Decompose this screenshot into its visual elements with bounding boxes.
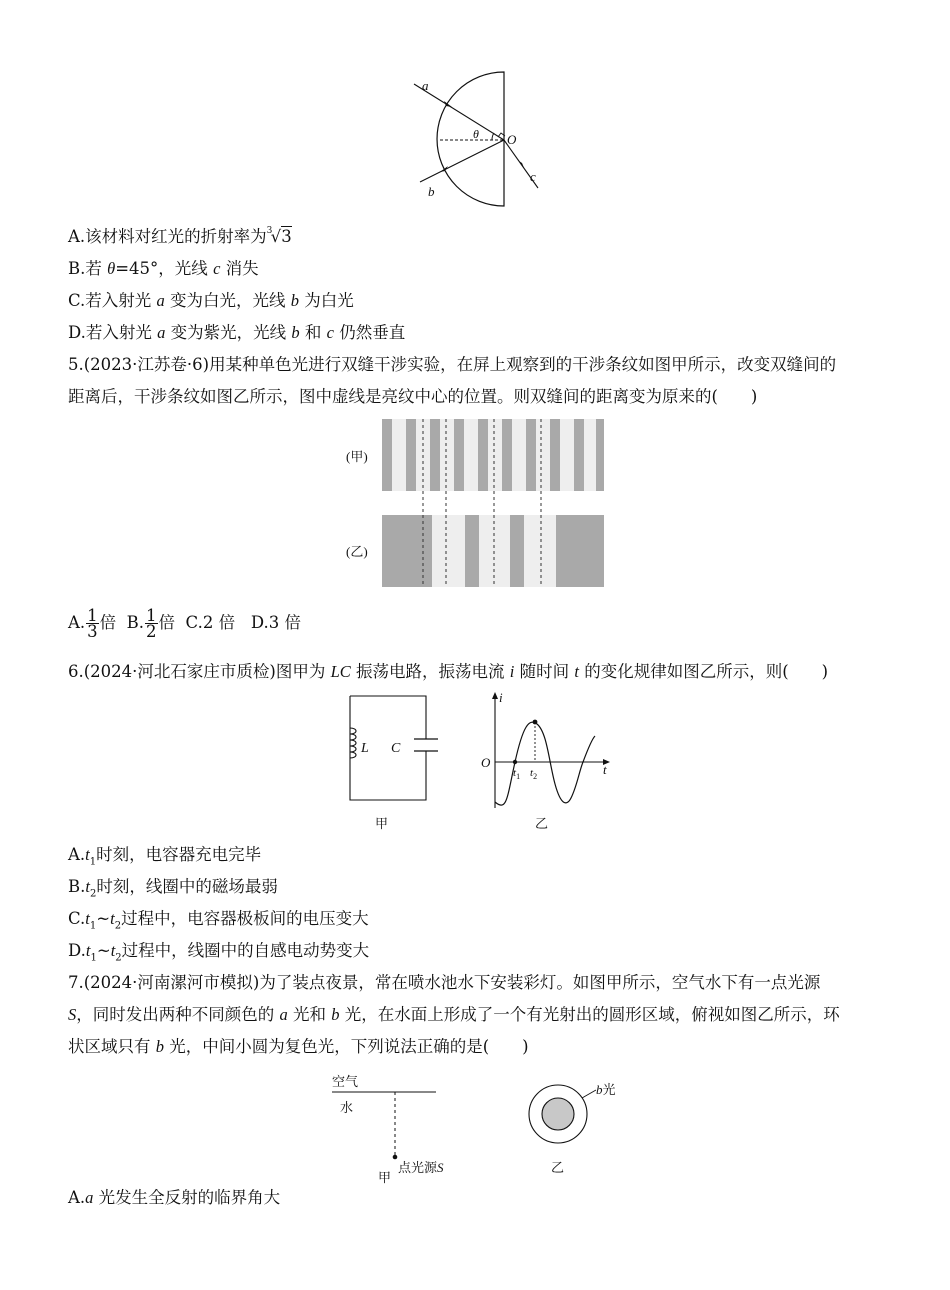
label-i: i [499,690,503,705]
label-b: b [428,184,435,199]
label-source: 点光源S [398,1160,444,1176]
q4-option-b: B.若 θ=45°，光线 c 消失 [68,259,259,278]
dark-fringe [502,419,512,491]
label-theta: θ [473,127,479,141]
dark-fringe [478,419,488,491]
inner-circle [542,1098,574,1130]
theta-arc [492,133,494,140]
q4-option-a: A.该材料对红光的折射率为 3 √3 [68,226,292,246]
water-surface-figure [328,1068,458,1185]
q6-option-b: $B.t_2$时刻，线圈中的磁场最弱 [68,877,278,900]
inductor-coil [350,728,356,758]
prism-figure [400,60,560,215]
dark-fringe [430,419,440,491]
fringe-label-yi: (乙) [346,544,368,559]
q6-stem: 6.(2024·河北石家庄市质检)图甲为 LC 振荡电路，振荡电流 i 随时间 t 的变化规律如图乙所示，则( ) [68,662,829,681]
label-O: O [507,132,517,147]
q6-option-c: $C.t_1\sim t_2$过程中，电容器极板间的电压变大 [68,909,369,932]
dark-fringe [406,419,416,491]
caption-jia: 甲 [378,1170,392,1185]
label-air: 空气 [332,1074,359,1089]
semicircle-outline [437,72,504,206]
q7-stem-line3: 状区域只有 b 光，中间小圆为复色光，下列说法正确的是( ) [68,1037,529,1056]
label-C: C [391,741,401,756]
label-t2: $t_2$ [530,767,538,781]
fringe-label-jia: (甲) [346,449,368,464]
q4-option-c: C.若入射光 a 变为白光，光线 b 为白光 [68,291,354,310]
dark-fringe [556,515,604,587]
caption-yi: 乙 [535,816,549,831]
q5-stem-line2: 距离后，干涉条纹如图乙所示，图中虚线是亮纹中心的位置。则双缝间的距离变为原来的( ) [68,387,758,406]
label-t: t [603,762,607,777]
dark-fringe [596,419,604,491]
point-t1 [513,760,517,764]
dark-fringe [382,515,432,587]
dark-fringe [574,419,584,491]
q5-options: A. $\frac{1}{3}$ 倍 B. $\frac{1}{2}$ 倍 C.2 倍 D.3 倍 [68,606,301,641]
dark-fringe [382,419,392,491]
label-L: L [361,741,369,756]
label-b-light: b光 [596,1082,616,1098]
q6-option-a: $A.t_1$时刻，电容器充电完毕 [68,845,262,868]
dark-fringe [465,515,479,587]
fraction-one-third: $\frac{1}{3}$ [87,606,98,641]
fraction-one-half: $\frac{1}{2}$ [146,606,157,641]
dark-fringe [454,419,464,491]
current-curve [495,722,595,805]
ray-b [420,140,504,182]
q7-stem-line2: S，同时发出两种不同颜色的 a 光和 b 光，在水面上形成了一个有光射出的圆形区域，俯视如图乙所示，环 [68,1005,840,1024]
dark-fringe [526,419,536,491]
label-O: O [481,755,491,770]
lc-circuit-figure [340,690,450,835]
label-a: a [422,78,429,93]
b-light-pointer [582,1090,596,1098]
point-source [393,1155,398,1160]
label-t1: $t_1$ [513,767,521,781]
cube-root: 3 √3 [266,226,292,246]
q7-stem-line1: 7.(2024·河南漯河市模拟)为了装点夜景，常在喷水池水下安装彩灯。如图甲所示，空气水下有一点光源 [68,973,821,992]
dark-fringe [510,515,524,587]
current-graph-figure [475,690,620,835]
label-c: c [530,169,536,184]
i-axis-arrow [492,692,498,699]
caption-jia: 甲 [375,816,389,831]
fringe-figure [340,415,610,595]
caption-yi: 乙 [551,1160,565,1175]
top-view-figure [520,1074,630,1178]
label-water: 水 [340,1100,354,1115]
q4-option-d: D.若入射光 a 变为紫光，光线 b 和 c 仍然垂直 [68,323,406,342]
q7-option-a: A.a 光发生全反射的临界角大 [68,1188,281,1207]
dark-fringe [550,419,560,491]
q6-option-d: $D.t_1\sim t_2$过程中，线圈中的自感电动势变大 [68,941,370,964]
q5-stem-line1: 5.(2023·江苏卷·6)用某种单色光进行双缝干涉实验，在屏上观察到的干涉条纹如图甲所示，改变双缝间的 [68,355,837,374]
